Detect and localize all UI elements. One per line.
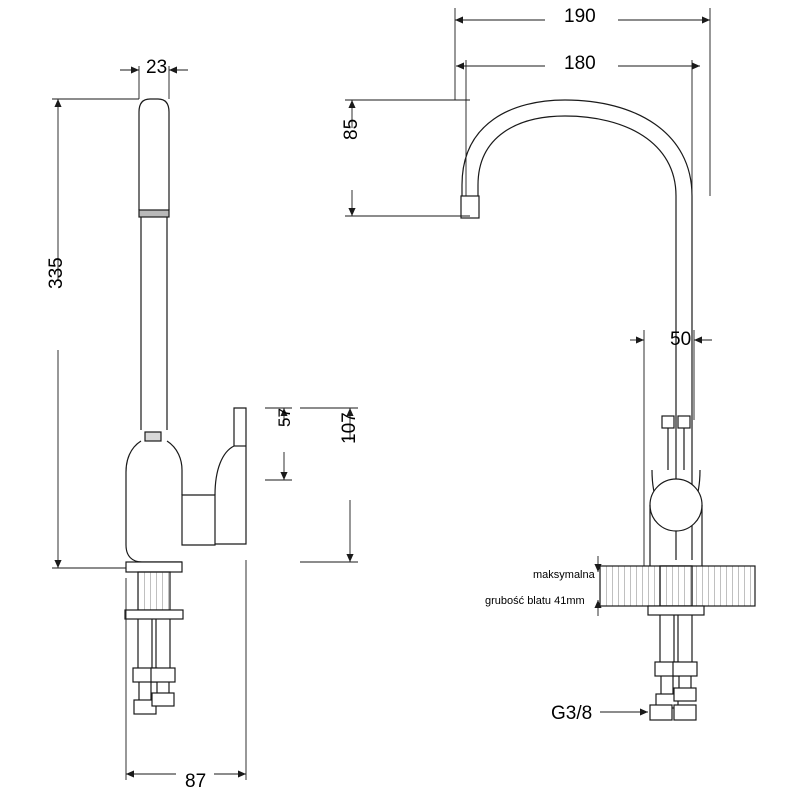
- dimension-lines: [52, 8, 712, 780]
- thread-callout-label: G3/8: [551, 703, 593, 724]
- side-view-faucet-outline: [125, 99, 246, 714]
- dimension-335-label: 335: [46, 257, 67, 289]
- dimension-190-label: 190: [564, 6, 596, 27]
- dimension-87-label: 87: [185, 771, 207, 792]
- worktop-note-line2: grubość blatu 41mm: [485, 595, 585, 607]
- dimension-107-label: 107: [339, 412, 360, 444]
- dimension-180-label: 180: [564, 53, 596, 74]
- front-view-faucet-outline: [461, 100, 755, 720]
- dimension-57-label: 57: [275, 408, 294, 427]
- dimension-50-label: 50: [670, 329, 692, 350]
- worktop-note-line1: maksymalna: [533, 569, 595, 581]
- dimension-23-label: 23: [146, 57, 168, 78]
- dimension-85-label: 85: [341, 118, 362, 140]
